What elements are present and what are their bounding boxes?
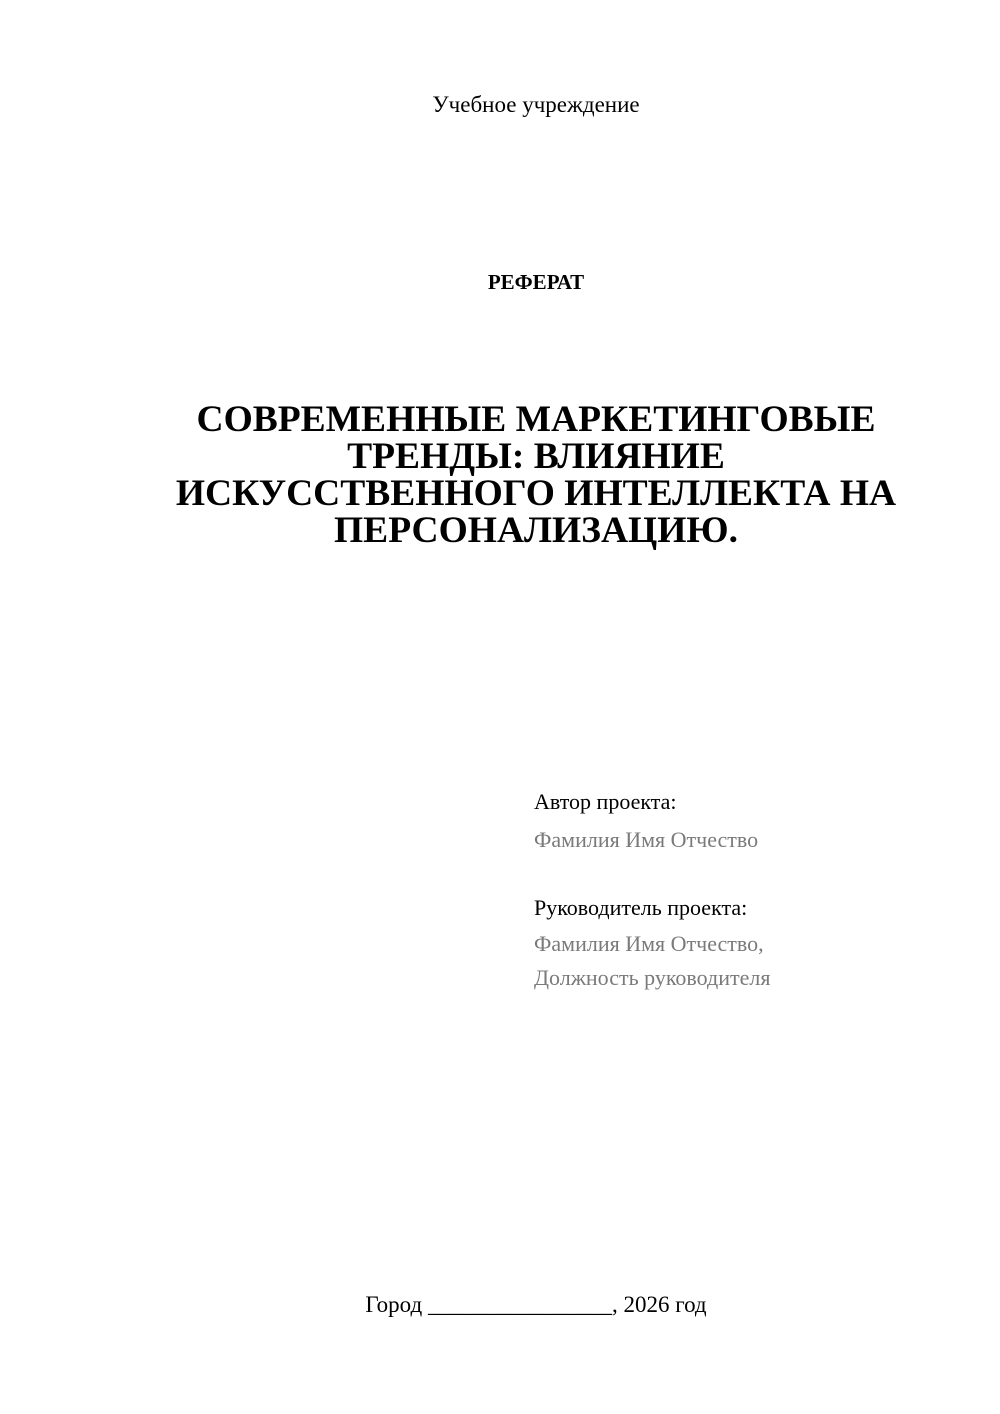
document-type: РЕФЕРАТ bbox=[487, 270, 585, 294]
supervisor-label: Руководитель проекта: bbox=[534, 895, 748, 920]
supervisor-position: Должность руководителя bbox=[534, 965, 771, 990]
title-line: ПЕРСОНАЛИЗАЦИЮ. bbox=[334, 510, 738, 551]
institution-name: Учебное учреждение bbox=[432, 92, 640, 117]
title-line: СОВРЕМЕННЫЕ МАРКЕТИНГОВЫЕ bbox=[196, 399, 876, 440]
city-year-line bbox=[0, 1290, 1000, 1320]
title-line: ИСКУССТВЕННОГО ИНТЕЛЛЕКТА НА bbox=[175, 473, 897, 514]
supervisor-name: Фамилия Имя Отчество, bbox=[534, 931, 764, 956]
author-block bbox=[534, 788, 974, 857]
supervisor-block bbox=[534, 894, 974, 995]
city-blank: ________________ bbox=[427, 1292, 612, 1317]
title-line: ТРЕНДЫ: ВЛИЯНИЕ bbox=[347, 436, 725, 477]
city-label: Город bbox=[365, 1292, 423, 1317]
author-label: Автор проекта: bbox=[534, 789, 677, 814]
author-name: Фамилия Имя Отчество bbox=[534, 827, 759, 852]
year-text: , 2026 год bbox=[611, 1292, 707, 1317]
document-title bbox=[130, 401, 942, 549]
